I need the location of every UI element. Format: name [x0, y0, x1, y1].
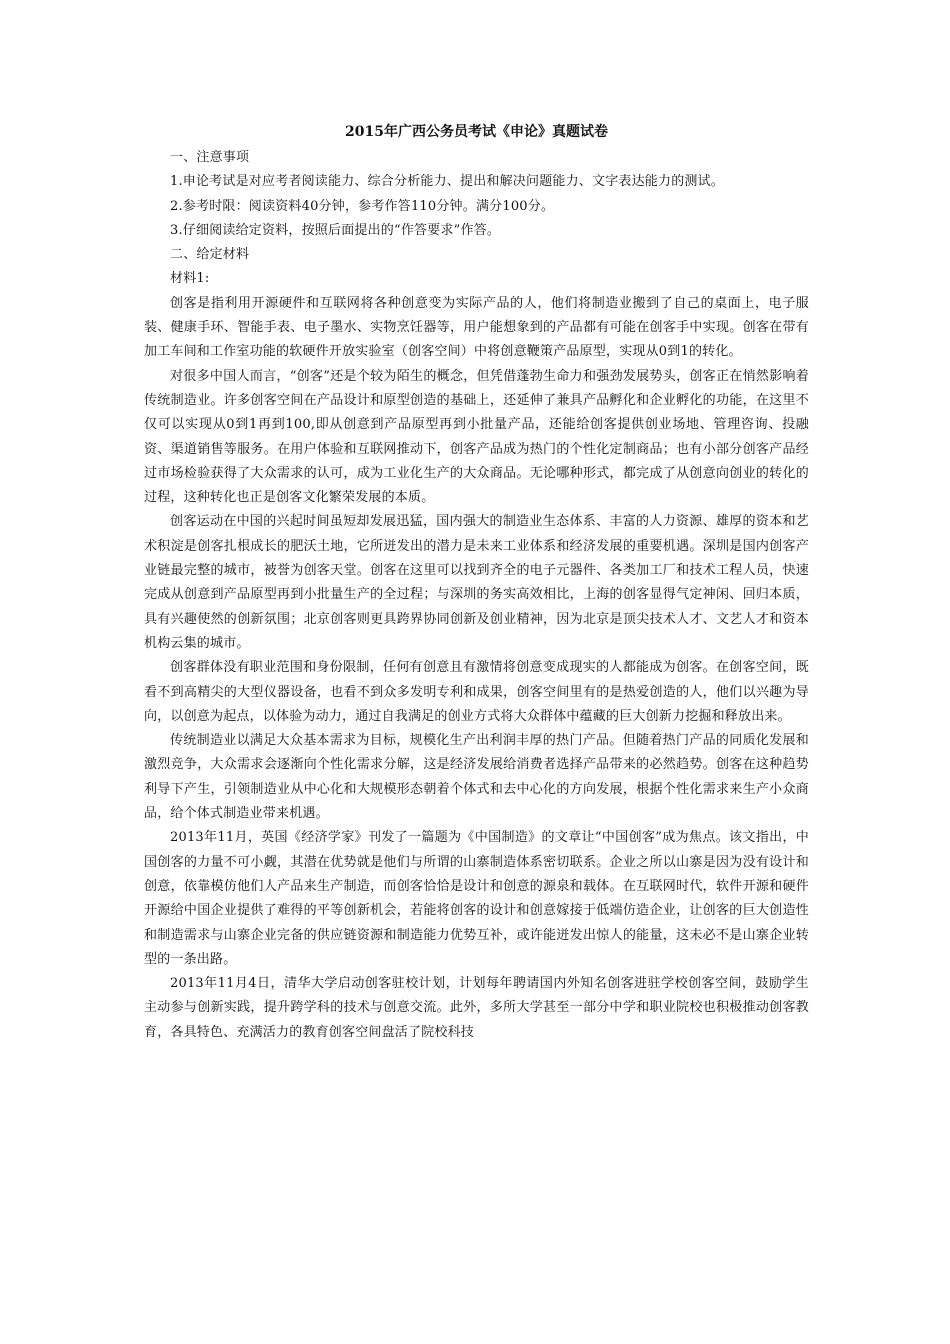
section-heading-notes: 一、注意事项 [170, 150, 250, 165]
body-paragraph: 创客是指利用开源硬件和互联网将各种创意变为实际产品的人，他们将制造业搬到了自己的桌面上，电子服装、健康手环、智能手表、电子墨水、实物烹饪器等，用户能想象到的产品都有可能在创客手中实现。创客在带有加工车间和工作室功能的软硬件开放实验室（创客空间）中将创意鞭策产品原型，实现从0到1的转化。 [144, 295, 809, 360]
document-title: 2015年广西公务员考试《申论》真题试卷 [345, 124, 608, 140]
body-paragraph: 对很多中国人而言，“创客”还是个较为陌生的概念，但凭借蓬勃生命力和强劲发展势头，创客正在悄然影响着传统制造业。许多创客空间在产品设计和原型创造的基础上，还延伸了兼具产品孵化和企业孵化的功能，在这里不仅可以实现从0到1再到100,即从创意到产品原型再到小批量产品，还能给创客提供创业场地、管理咨询、投融资、渠道销售等服务。在用户体验和互联网推动下，创客产品成为热门的个性化定制商品；也有小部分创客产品经过市场检验获得了大众需求的认可，成为工业化生产的大众商品。无论哪种形式，都完成了从创意向创业的转化的过程，这种转化也正是创客文化繁荣发展的本质。 [144, 368, 809, 506]
material-label: 材料1: [170, 271, 210, 287]
document-page [144, 120, 809, 1045]
section-heading-materials: 二、给定材料 [170, 247, 250, 263]
body-paragraph: 创客群体没有职业范围和身份限制，任何有创意且有激情将创意变成现实的人都能成为创客。在创客空间，既看不到高精尖的大型仪器设备，也看不到众多发明专利和成果，创客空间里有的是热爱创造的人，他们以兴趣为导向，以创意为起点，以体验为动力，通过自我满足的创业方式将大众群体中蕴藏的巨大创新力挖掘和释放出来。 [144, 660, 809, 724]
body-paragraph: 传统制造业以满足大众基本需求为目标，规模化生产出利润丰厚的热门产品。但随着热门产品的同质化发展和激烈竞争，大众需求会逐渐向个性化需求分解，这是经济发展给消费者选择产品带来的必然趋势。创客在这种趋势利导下产生，引领制造业从中心化和大规模形态朝着个体式和去中心化的方向发展，根据个性化需求来生产小众商品，给个体式制造业带来机遇。 [144, 733, 809, 822]
note-item-3: 3.仔细阅读给定资料，按照后面提出的“作答要求”作答。 [170, 222, 501, 238]
body-paragraph: 2013年11月4日，清华大学启动创客驻校计划，计划每年聘请国内外知名创客进驻学校创客空间，鼓励学生主动参与创新实践，提升跨学科的技术与创意交流。此外，多所大学甚至一部分中学和职业院校也积极推动创客教育，各具特色、充满活力的教育创客空间盘活了院校科技 [144, 976, 809, 1040]
body-paragraph: 2013年11月，英国《经济学家》刊发了一篇题为《中国制造》的文章让“中国创客”成为焦点。该文指出，中国创客的力量不可小觑，其潜在优势就是他们与所谓的山寨制造体系密切联系。企业之所以山寨是因为没有设计和创意，依靠模仿他们人产品来生产制造，而创客恰恰是设计和创意的源泉和载体。在互联网时代，软件开源和硬件开源给中国企业提供了难得的平等创新机会，若能将创客的设计和创意嫁接于低端仿造企业，让创客的巨大创造性和制造需求与山寨企业完备的供应链资源和制造能力优势互补，或许能迸发出惊人的能量，这未必不是山寨企业转型的一条出路。 [144, 830, 809, 967]
body-paragraph: 创客运动在中国的兴起时间虽短却发展迅猛，国内强大的制造业生态体系、丰富的人力资源、雄厚的资本和艺术积淀是创客扎根成长的肥沃土地，它所迸发出的潜力是未来工业体系和经济发展的重要机遇。深圳是国内创客产业链最完整的城市，被誉为创客天堂。创客在这里可以找到齐全的电子元器件、各类加工厂和技术工程人员，快速完成从创意到产品原型再到小批量生产的全过程；与深圳的务实高效相比，上海的创客显得气定神闲、回归本质，具有兴趣使然的创新氛围；北京创客则更具跨界协同创新及创业精神，因为北京是顶尖技术人才、文艺人才和资本机构云集的城市。 [144, 514, 809, 651]
note-item-2: 2.参考时限：阅读资料40分钟，参考作答110分钟。满分100分。 [170, 198, 555, 214]
note-item-1: 1.申论考试是对应考者阅读能力、综合分析能力、提出和解决问题能力、文字表达能力的测试。 [170, 174, 725, 190]
